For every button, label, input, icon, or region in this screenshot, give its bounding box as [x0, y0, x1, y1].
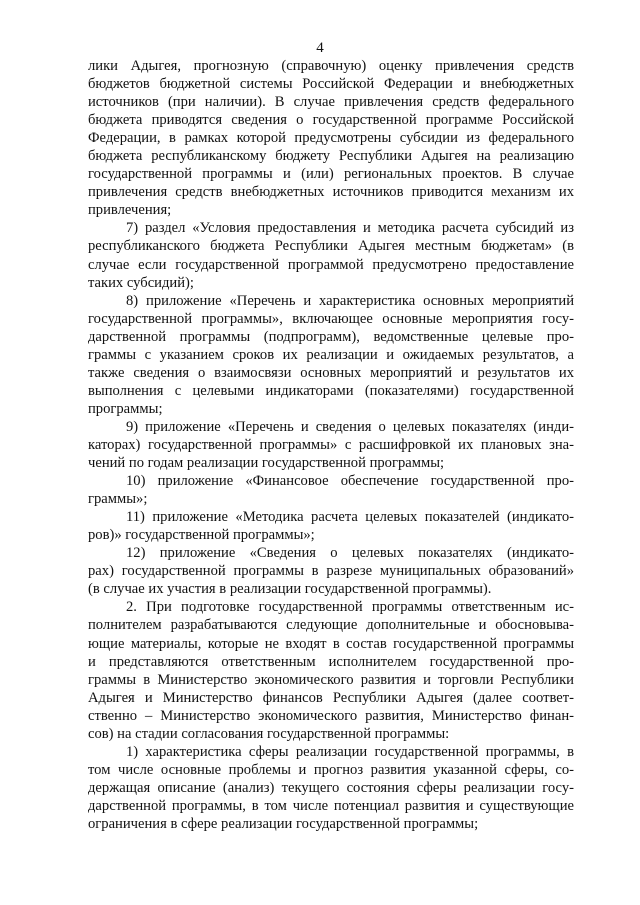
text-line: бюджета приводятся сведения о государственной программе Российской — [88, 112, 574, 129]
text-line: источников (при наличии). В случае привлечения средств федерального — [88, 94, 574, 111]
text-line: дарственной программы, в том числе потенциал развития и существующие — [88, 797, 574, 814]
text-line: (в случае их участия в реализации государственной программы). — [88, 581, 492, 598]
paragraph — [88, 544, 574, 598]
text-line: бюджета республиканскому бюджету Республики Адыгея на реализацию — [88, 148, 574, 165]
text-line: 10) приложение «Финансовое обеспечение государственной про- — [126, 473, 574, 490]
text-line: привлечения средств внебюджетных источников приводится механизм их — [88, 184, 574, 201]
text-line: бюджетов бюджетной системы Российской Федерации и внебюджетных — [88, 76, 574, 93]
text-line: ственно – Министерство экономического развития, Министерство финан- — [88, 707, 574, 724]
text-line: ограничения в сфере реализации государственной программы; — [88, 815, 479, 832]
text-line: граммы с указанием сроков их реализации и ожидаемых результатов, а — [88, 346, 574, 363]
paragraph — [88, 598, 574, 742]
text-line: 11) приложение «Методика расчета целевых показателей (индикато- — [126, 509, 574, 526]
text-line: Федерации, в рамках которой предусмотрены субсидии из федерального — [88, 130, 574, 147]
text-line: Адыгея и Министерство финансов Республики Адыгея (далее соответ- — [88, 689, 574, 706]
text-line: граммы в Министерство экономического развития и торговли Республики — [88, 671, 574, 688]
text-line: программы; — [88, 400, 163, 417]
paragraph — [88, 292, 574, 418]
text-line: 8) приложение «Перечень и характеристика основных мероприятий — [126, 292, 574, 309]
paragraph — [88, 57, 574, 219]
text-line: привлечения; — [88, 202, 172, 219]
text-line: 12) приложение «Сведения о целевых показателях (индикато- — [126, 545, 574, 562]
paragraph — [88, 508, 574, 544]
paragraph — [88, 219, 574, 291]
paragraph — [88, 743, 574, 833]
text-line: держащая описание (анализ) текущего состояния сферы реализации госу- — [88, 779, 574, 796]
text-line: лики Адыгея, прогнозную (справочную) оценку привлечения средств — [88, 58, 574, 74]
paragraph — [88, 418, 574, 472]
page-number: 4 — [316, 40, 324, 56]
text-line: таких субсидий); — [88, 274, 194, 291]
text-line: полнителем разрабатываются следующие дополнительные и обосновыва- — [88, 617, 574, 634]
text-line: государственной программы и (или) региональных проектов. В случае — [88, 166, 574, 183]
text-line: 2. При подготовке государственной программы ответственным ис- — [126, 599, 574, 616]
text-line: выполнения с целевыми индикаторами (показателями) государственной — [88, 382, 574, 399]
text-line: рах) государственной программы в разрезе муниципальных образований» — [88, 563, 574, 580]
document-body — [88, 57, 574, 833]
text-line: 1) характеристика сферы реализации государственной программы, в — [126, 743, 574, 760]
text-line: том числе основные проблемы и прогноз развития указанной сферы, со- — [88, 761, 574, 778]
paragraph — [88, 472, 574, 508]
text-line: каторах) государственной программы» с расшифровкой их плановых зна- — [88, 436, 574, 453]
text-line: государственной программы», включающее основные мероприятия госу- — [88, 310, 574, 327]
text-line: республиканского бюджета Республики Адыгея местным бюджетам» (в — [88, 238, 574, 255]
text-line: и представляются ответственным исполнителем государственной про- — [88, 653, 574, 670]
text-line: 9) приложение «Перечень и сведения о целевых показателях (инди- — [126, 418, 574, 435]
text-line: ющие материалы, которые не входят в состав государственной программы — [88, 635, 574, 652]
text-line: граммы»; — [88, 491, 148, 508]
text-line: чений по годам реализации государственной программы; — [88, 455, 445, 472]
text-line: случае если государственной программой предусмотрено предоставление — [88, 256, 574, 273]
text-line: сов) на стадии согласования государственной программы: — [88, 725, 450, 742]
text-line: также сведения о взаимосвязи основных мероприятий и результатов их — [88, 364, 574, 381]
text-line: 7) раздел «Условия предоставления и методика расчета субсидий из — [126, 220, 574, 237]
text-line: дарственной программы (подпрограмм), ведомственные целевые про- — [88, 328, 574, 345]
text-line: ров)» государственной программы»; — [88, 527, 315, 544]
